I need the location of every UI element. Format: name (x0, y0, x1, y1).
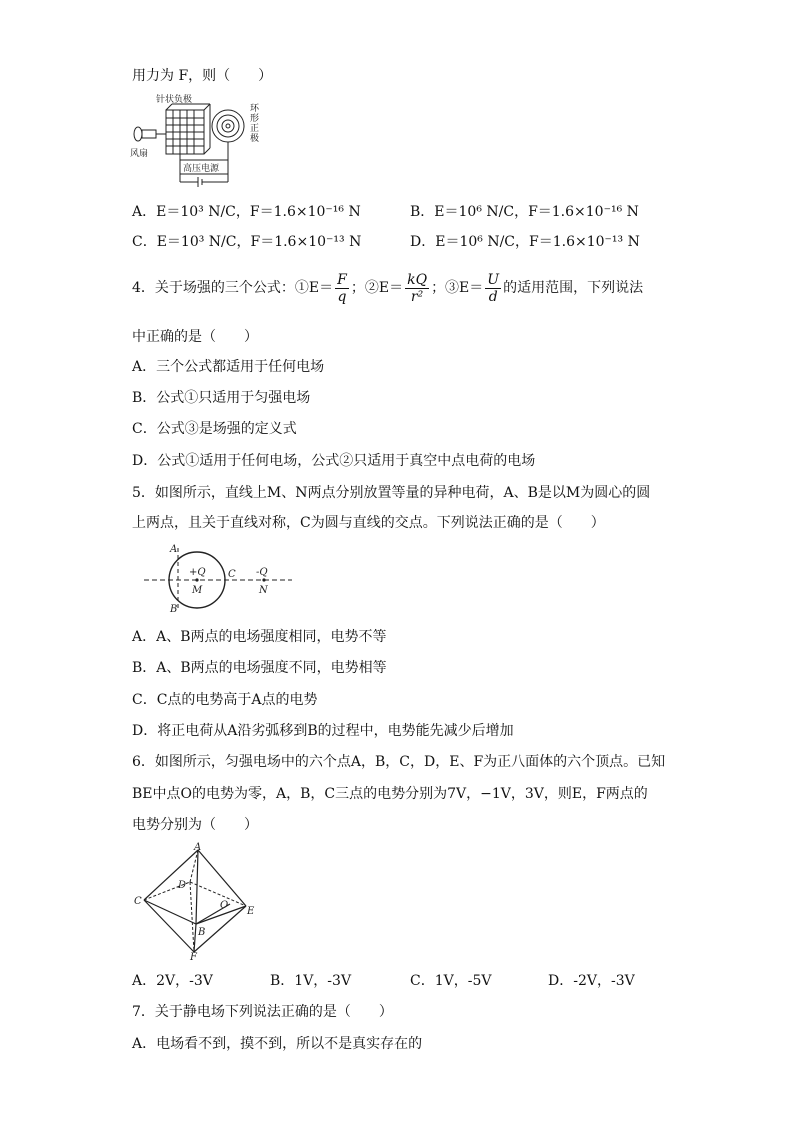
point-m-label: M (192, 585, 203, 596)
q6-stem-line2: BE中点O的电势为零，A，B，C三点的电势分别为7V，−1V，3V，则E，F两点的 (132, 786, 648, 802)
q3-option-d: D．E＝10⁶ N/C，F＝1.6×10⁻¹³ N (410, 234, 640, 250)
circle-charges-figure (142, 540, 294, 614)
q4-option-a: A．三个公式都适用于任何电场 (132, 359, 325, 375)
q4-option-c: C．公式③是场强的定义式 (132, 421, 297, 437)
q4-stem-line2: 中正确的是（ ） (132, 329, 258, 345)
q7-option-a: A．电场看不到，摸不到，所以不是真实存在的 (132, 1036, 423, 1052)
q4-stem-pre: 4．关于场强的三个公式：①E＝ (132, 280, 334, 296)
label-needle: 针状负极 (156, 95, 193, 105)
q6-option-d: D．-2V，-3V (548, 973, 635, 989)
charge-minus-label: -Q (256, 567, 268, 578)
charge-plus-label: +Q (189, 567, 206, 578)
q4-sep-2: ；②E＝ (350, 280, 404, 296)
q5-option-d: D．将正电荷从A沿劣弧移到B的过程中，电势能先减少后增加 (132, 723, 514, 739)
q4-option-b: B．公式①只适用于匀强电场 (132, 390, 311, 406)
vertex-o-label: O (220, 900, 229, 911)
q4-stem (132, 268, 643, 308)
vertex-e-label: E (247, 906, 255, 917)
q3-option-a: A．E＝10³ N/C，F＝1.6×10⁻¹⁶ N (132, 204, 361, 220)
vertex-a-label: A (194, 842, 202, 853)
vertex-b-label: B (198, 927, 206, 938)
point-c-label: C (228, 569, 236, 580)
q4-stem-post: 的适用范围，下列说法 (503, 280, 644, 296)
q6-option-b: B．1V，-3V (270, 973, 352, 989)
vertex-d-label: D (178, 880, 187, 891)
point-b-label: B (170, 604, 178, 614)
formula-3: $\frac{U}{d}$ (487, 271, 500, 305)
q5-option-a: A．A、B两点的电场强度相同，电势不等 (132, 629, 387, 645)
q4-sep-3: ；③E＝ (431, 280, 484, 296)
q5-option-b: B．A、B两点的电场强度不同，电势相等 (132, 660, 387, 676)
q5-stem-line1: 5．如图所示，直线上M、N两点分别放置等量的异种电荷，A、B是以M为圆心的圆 (132, 485, 651, 501)
q6-stem-line3: 电势分别为（ ） (132, 817, 258, 833)
q6-option-c: C．1V，-5V (410, 973, 492, 989)
vertex-f-label: F (190, 952, 197, 960)
q6-option-a: A．2V，-3V (132, 973, 213, 989)
q6-stem-line1: 6．如图所示，匀强电场中的六个点A，B，C，D，E、F为正八面体的六个顶点。已知 (132, 754, 666, 770)
label-ring: 环形正极 (250, 104, 260, 144)
q3-stem-tail: 用力为 F，则（ ） (132, 68, 273, 84)
vertex-c-label: C (134, 896, 142, 907)
point-a-label: A (170, 544, 178, 555)
q4-option-d: D．公式①适用于任何电场，公式②只适用于真空中点电荷的电场 (132, 453, 536, 469)
q3-option-c: C．E＝10³ N/C，F＝1.6×10⁻¹³ N (132, 234, 362, 250)
point-n-label: N (259, 585, 268, 596)
formula-1: $\frac{F}{q}$ (337, 271, 347, 305)
q5-stem-line2: 上两点，且关于直线对称，C为圆与直线的交点。下列说法正确的是（ ） (132, 515, 605, 531)
label-power: 高压电源 (183, 164, 220, 174)
q3-option-b: B．E＝10⁶ N/C，F＝1.6×10⁻¹⁶ N (410, 204, 639, 220)
q7-stem: 7．关于静电场下列说法正确的是（ ） (132, 1004, 393, 1020)
electrostatic-precipitator-figure (128, 94, 270, 190)
octahedron-figure (130, 842, 260, 960)
q5-option-c: C．C点的电势高于A点的电势 (132, 692, 318, 708)
label-fan: 风扇 (130, 149, 149, 159)
formula-2: $\frac{kQ}{\text{r²}}$ (407, 271, 428, 305)
